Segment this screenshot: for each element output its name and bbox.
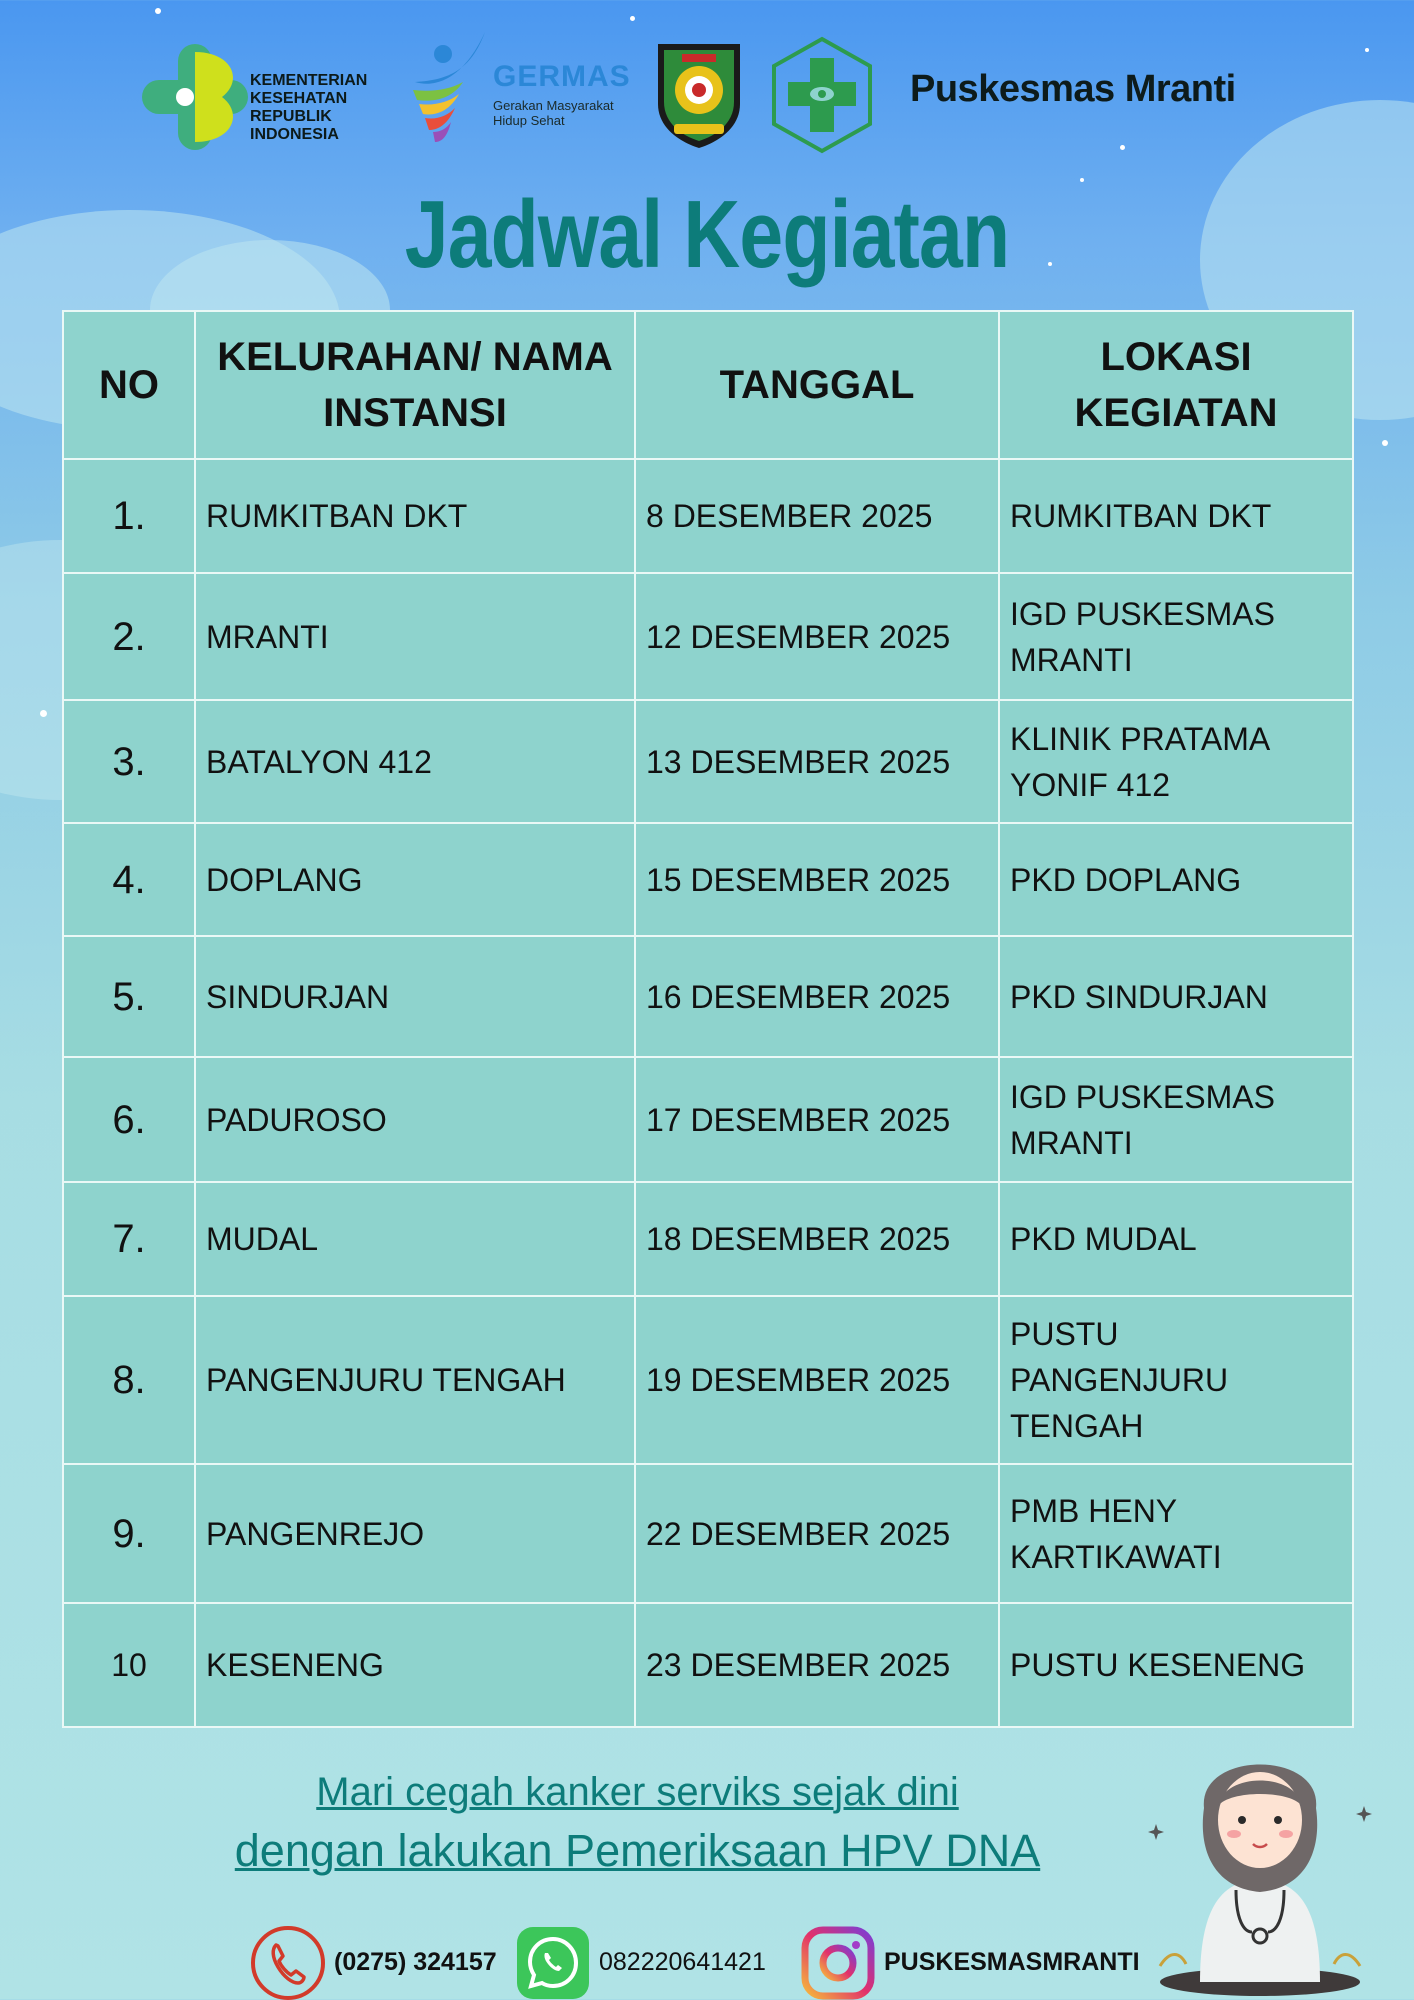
phone-icon bbox=[250, 1925, 326, 2000]
cell-tanggal: 16 DESEMBER 2025 bbox=[635, 936, 999, 1057]
cell-no: 7. bbox=[63, 1182, 195, 1296]
cell-lokasi: IGD PUSKESMAS MRANTI bbox=[999, 1057, 1353, 1182]
cell-tanggal: 17 DESEMBER 2025 bbox=[635, 1057, 999, 1182]
table-row bbox=[63, 700, 1353, 823]
germas-subtitle bbox=[493, 98, 614, 128]
cell-no: 8. bbox=[63, 1296, 195, 1464]
germas-logo bbox=[405, 30, 635, 150]
cell-no: 10 bbox=[63, 1603, 195, 1727]
cell-lokasi: PMB HENY KARTIKAWATI bbox=[999, 1464, 1353, 1603]
table-row bbox=[63, 573, 1353, 700]
cell-tanggal: 15 DESEMBER 2025 bbox=[635, 823, 999, 936]
cross-icon bbox=[770, 36, 874, 154]
contact-instagram[interactable] bbox=[800, 1925, 1140, 2000]
table-row bbox=[63, 936, 1353, 1057]
whatsapp-number: 082220641421 bbox=[599, 1948, 766, 1976]
cell-instansi: MUDAL bbox=[195, 1182, 635, 1296]
cell-instansi: DOPLANG bbox=[195, 823, 635, 936]
table-row bbox=[63, 1603, 1353, 1727]
regency-seal bbox=[652, 38, 746, 150]
cell-no: 6. bbox=[63, 1057, 195, 1182]
contact-phone[interactable] bbox=[250, 1925, 497, 2000]
kemenkes-line: INDONESIA bbox=[250, 126, 339, 143]
cell-lokasi: PUSTU PANGENJURU TENGAH bbox=[999, 1296, 1353, 1464]
cell-tanggal: 19 DESEMBER 2025 bbox=[635, 1296, 999, 1464]
header-tanggal: TANGGAL bbox=[635, 311, 999, 459]
cell-lokasi: IGD PUSKESMAS MRANTI bbox=[999, 573, 1353, 700]
whatsapp-icon bbox=[515, 1925, 591, 2000]
star bbox=[630, 16, 635, 21]
germas-sub-line: Hidup Sehat bbox=[493, 113, 565, 128]
star bbox=[155, 8, 161, 14]
kemenkes-line: KESEHATAN bbox=[250, 90, 348, 107]
header-logos bbox=[140, 30, 1270, 160]
cell-tanggal: 22 DESEMBER 2025 bbox=[635, 1464, 999, 1603]
kemenkes-text bbox=[250, 72, 367, 144]
table-row bbox=[63, 823, 1353, 936]
schedule-table bbox=[62, 310, 1354, 1728]
puskesmas-name: Puskesmas Mranti bbox=[910, 68, 1236, 110]
germas-icon bbox=[405, 30, 495, 150]
cell-instansi: KESENENG bbox=[195, 1603, 635, 1727]
kemenkes-line: REPUBLIK bbox=[250, 108, 332, 125]
cell-instansi: SINDURJAN bbox=[195, 936, 635, 1057]
seal-icon bbox=[652, 38, 746, 150]
cell-no: 4. bbox=[63, 823, 195, 936]
kemenkes-logo bbox=[140, 42, 390, 152]
kemenkes-line: KEMENTERIAN bbox=[250, 72, 368, 89]
table-row bbox=[63, 459, 1353, 573]
cell-tanggal: 12 DESEMBER 2025 bbox=[635, 573, 999, 700]
table-row bbox=[63, 1057, 1353, 1182]
table-header-row bbox=[63, 311, 1353, 459]
instagram-icon bbox=[800, 1925, 876, 2000]
cell-lokasi: PKD MUDAL bbox=[999, 1182, 1353, 1296]
contact-whatsapp[interactable] bbox=[515, 1925, 766, 2000]
cell-instansi: BATALYON 412 bbox=[195, 700, 635, 823]
puskesmas-cross-logo bbox=[770, 36, 874, 154]
cell-tanggal: 8 DESEMBER 2025 bbox=[635, 459, 999, 573]
cell-no: 5. bbox=[63, 936, 195, 1057]
cell-tanggal: 23 DESEMBER 2025 bbox=[635, 1603, 999, 1727]
nurse-icon bbox=[1140, 1720, 1380, 2000]
header-lokasi: LOKASI KEGIATAN bbox=[999, 311, 1353, 459]
page-title: Jadwal Kegiatan bbox=[404, 181, 1010, 288]
phone-number: (0275) 324157 bbox=[334, 1948, 497, 1976]
table-row bbox=[63, 1182, 1353, 1296]
cell-lokasi: PUSTU KESENENG bbox=[999, 1603, 1353, 1727]
cell-tanggal: 13 DESEMBER 2025 bbox=[635, 700, 999, 823]
germas-sub-line: Gerakan Masyarakat bbox=[493, 98, 614, 113]
instagram-handle: PUSKESMASMRANTI bbox=[884, 1948, 1140, 1976]
cell-no: 2. bbox=[63, 573, 195, 700]
tagline-line-1: Mari cegah kanker serviks sejak dini bbox=[316, 1770, 959, 1814]
cell-lokasi: PKD SINDURJAN bbox=[999, 936, 1353, 1057]
cell-lokasi: RUMKITBAN DKT bbox=[999, 459, 1353, 573]
star bbox=[40, 710, 47, 717]
header-instansi: KELURAHAN/ NAMA INSTANSI bbox=[195, 311, 635, 459]
cell-tanggal: 18 DESEMBER 2025 bbox=[635, 1182, 999, 1296]
header-no: NO bbox=[63, 311, 195, 459]
cell-instansi: PADUROSO bbox=[195, 1057, 635, 1182]
cell-instansi: PANGENJURU TENGAH bbox=[195, 1296, 635, 1464]
cell-lokasi: KLINIK PRATAMA YONIF 412 bbox=[999, 700, 1353, 823]
kemenkes-icon bbox=[140, 42, 250, 152]
cell-lokasi: PKD DOPLANG bbox=[999, 823, 1353, 936]
star bbox=[1365, 48, 1369, 52]
cell-instansi: PANGENREJO bbox=[195, 1464, 635, 1603]
cell-instansi: RUMKITBAN DKT bbox=[195, 459, 635, 573]
table-row bbox=[63, 1296, 1353, 1464]
cell-no: 1. bbox=[63, 459, 195, 573]
nurse-illustration bbox=[1140, 1720, 1380, 2000]
cell-instansi: MRANTI bbox=[195, 573, 635, 700]
germas-title: GERMAS bbox=[493, 60, 631, 93]
cell-no: 3. bbox=[63, 700, 195, 823]
cell-no: 9. bbox=[63, 1464, 195, 1603]
table-row bbox=[63, 1464, 1353, 1603]
tagline-line-2: dengan lakukan Pemeriksaan HPV DNA bbox=[234, 1825, 1041, 1876]
star bbox=[1382, 440, 1388, 446]
